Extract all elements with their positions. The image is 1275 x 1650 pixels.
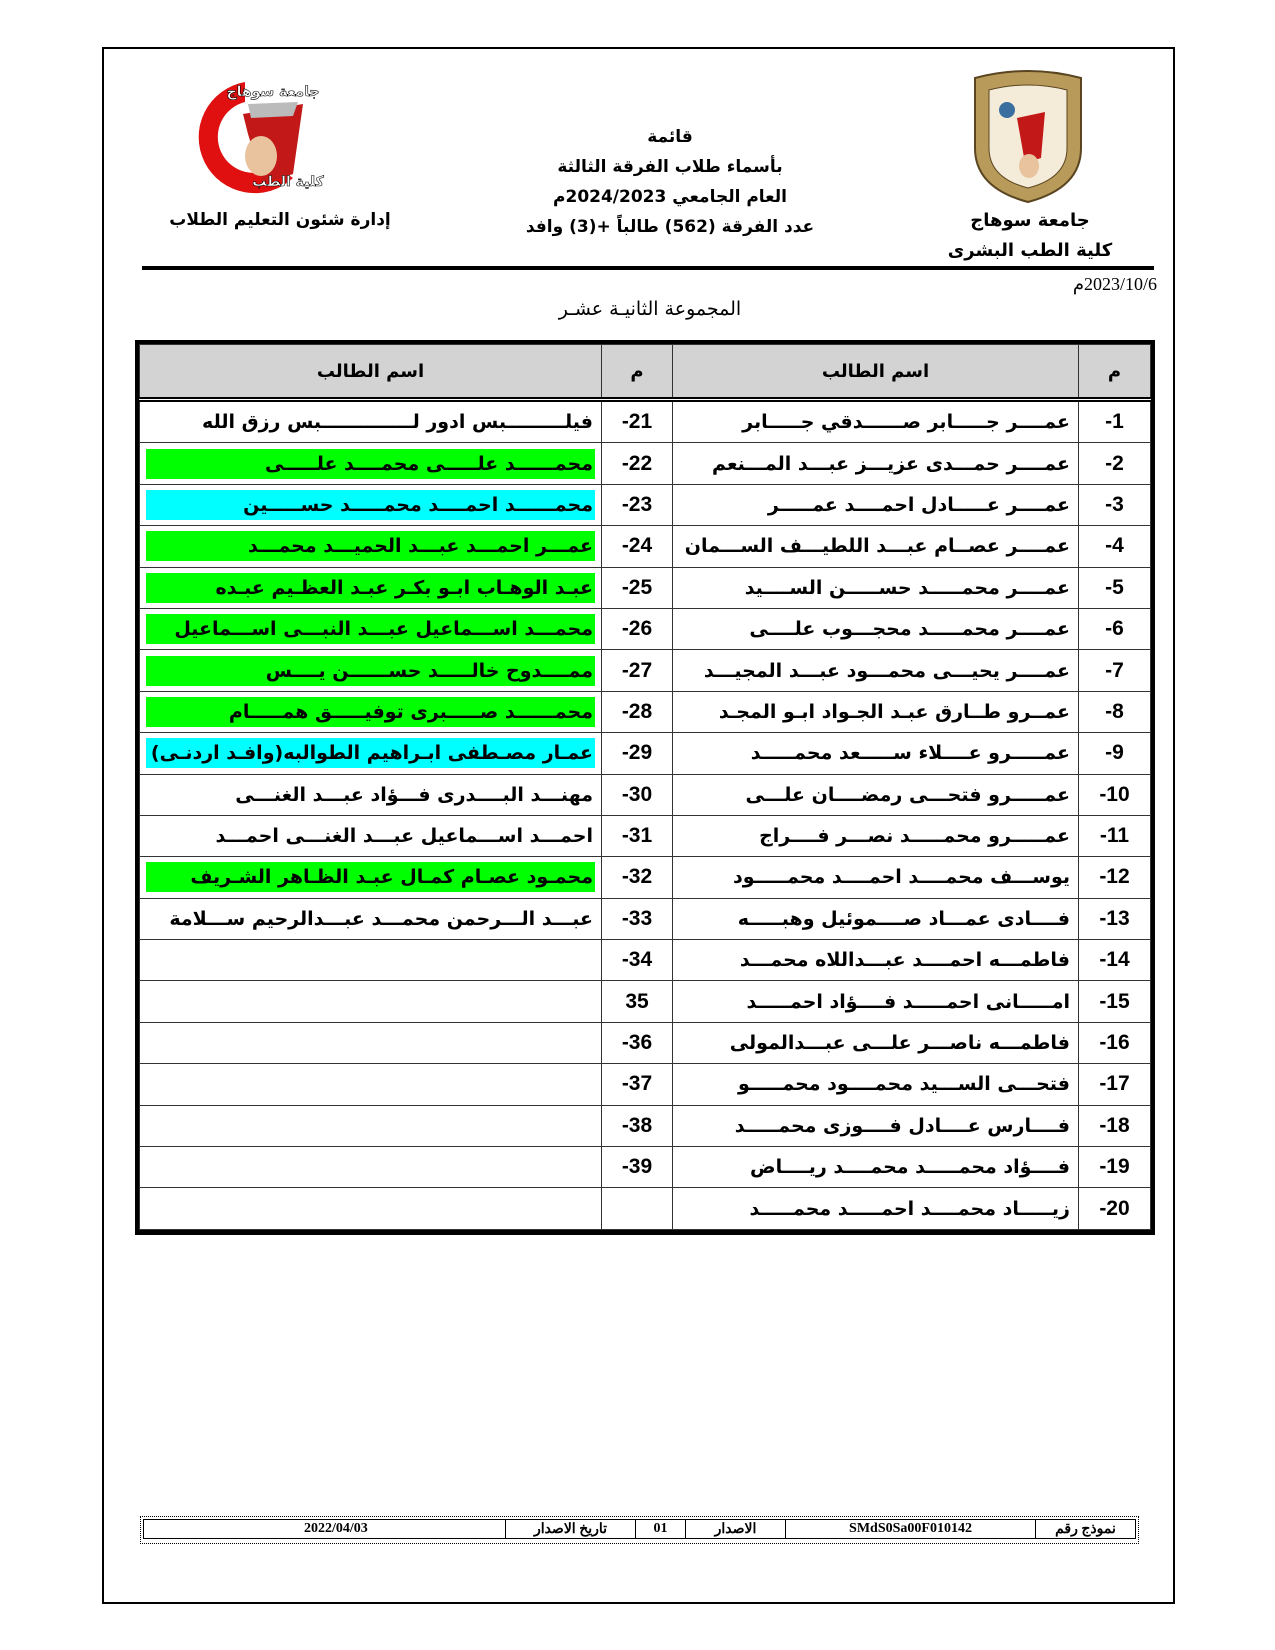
- row-number: -16: [1099, 1031, 1130, 1055]
- table-row: [140, 898, 1151, 939]
- row-number-cell: [1079, 733, 1151, 774]
- row-number-cell: [1079, 567, 1151, 608]
- student-name: عمــــر محمـــــد محجـــوب علــــى: [749, 618, 1070, 641]
- student-name: عمــــر جـــــابر صــــــدقي جـــــابر: [742, 411, 1070, 434]
- student-name: فاطمـــه ناصـــر علـــى عبـــدالمولى: [729, 1032, 1070, 1055]
- row-number: -32: [621, 865, 653, 889]
- table-row: [140, 733, 1151, 774]
- student-name-cell: [673, 567, 1079, 608]
- row-number-cell: [1079, 981, 1151, 1022]
- title-line: عدد الفرقة (562) طالباً +(3) وافد: [525, 217, 815, 237]
- row-number-cell: [602, 567, 673, 608]
- student-name-cell: [673, 940, 1079, 981]
- student-name-cell: [140, 981, 602, 1022]
- student-name-cell: [673, 650, 1079, 691]
- row-number: -25: [621, 575, 653, 599]
- student-name-cell: [140, 1188, 602, 1229]
- student-name-cell: [140, 940, 602, 981]
- student-name-cell: [140, 484, 602, 525]
- table-row: [140, 815, 1151, 856]
- student-name: عمــــر يحيـــى محمـــود عبـــد المجيـــد: [703, 659, 1070, 682]
- student-name: فاطمـــه احمــــد عبـــداللاه محمـــد: [739, 949, 1070, 972]
- faculty-name: كلية الطب البشرى: [947, 240, 1113, 261]
- student-name: عبـــد الـــرحمن محمـــد عبـــدالرحيم ســـلامة: [169, 907, 593, 930]
- row-number-cell: [602, 774, 673, 815]
- row-number: -29: [621, 741, 653, 765]
- table-row: [140, 691, 1151, 732]
- row-number: -31: [621, 824, 653, 848]
- row-number: -17: [1099, 1072, 1130, 1096]
- row-number-cell: [602, 650, 673, 691]
- student-name-cell: [673, 1022, 1079, 1063]
- student-name-cell: [673, 815, 1079, 856]
- student-name-cell: [140, 898, 602, 939]
- student-name: امـــــانى احمـــــد فــــؤاد احمـــــد: [746, 990, 1070, 1013]
- row-number-cell: [1079, 815, 1151, 856]
- row-number-cell: [1079, 400, 1151, 443]
- student-name-cell: [140, 443, 602, 484]
- student-name: مهنـــد البــــدرى فـــؤاد عبـــد الغنـــى: [235, 783, 593, 806]
- row-number: -4: [1105, 534, 1124, 558]
- row-number: -1: [1105, 410, 1124, 434]
- row-number: -28: [621, 699, 653, 723]
- row-number-cell: [602, 443, 673, 484]
- row-number: -30: [621, 782, 653, 806]
- student-name-cell: [673, 608, 1079, 649]
- student-name-cell: [140, 567, 602, 608]
- row-number: -26: [621, 617, 653, 641]
- table-row: [140, 443, 1151, 484]
- university-name: جامعة سوهاج: [970, 210, 1090, 231]
- student-name: فــــارس عــــادل فــــوزى محمـــــد: [734, 1114, 1070, 1137]
- row-number-cell: [602, 1147, 673, 1188]
- row-number-cell: [602, 1105, 673, 1146]
- student-name: عمـــــرو محمـــــد نصـــر فــــراج: [759, 825, 1070, 848]
- row-number-cell: [602, 1022, 673, 1063]
- student-name: عمـــر احمـــد عبـــد الحميـــد محمـــد: [146, 531, 595, 561]
- row-number-cell: [1079, 608, 1151, 649]
- col-header-number: م: [1079, 345, 1151, 400]
- table-row: [140, 608, 1151, 649]
- table-row: [140, 650, 1151, 691]
- row-number: -24: [621, 534, 653, 558]
- row-number-cell: [1079, 1105, 1151, 1146]
- student-name: عمــــر حمـــدى عزيـــز عبـــد المـــنعم: [712, 452, 1070, 475]
- form-footer: [140, 1516, 1139, 1544]
- student-name: يوســـف محمــــد احمــــد محمـــــود: [732, 866, 1070, 889]
- row-number: -19: [1099, 1155, 1130, 1179]
- row-number: -39: [621, 1155, 653, 1179]
- row-number: -10: [1099, 782, 1130, 806]
- student-name-cell: [673, 484, 1079, 525]
- row-number: -18: [1099, 1113, 1130, 1137]
- student-name-cell: [673, 733, 1079, 774]
- student-name-cell: [673, 1147, 1079, 1188]
- row-number-cell: [1079, 650, 1151, 691]
- student-name: عمـــــرو فتحـــى رمضــــان علـــى: [745, 783, 1070, 806]
- row-number-cell: [602, 400, 673, 443]
- title-line: قائمة: [647, 127, 693, 147]
- student-name: احمـــد اســـماعيل عبـــد الغنـــى احمـــد: [215, 825, 593, 848]
- col-header-number: م: [602, 345, 673, 400]
- row-number-cell: [602, 691, 673, 732]
- student-name-cell: [140, 691, 602, 732]
- row-number: -2: [1105, 451, 1124, 475]
- row-number-cell: [1079, 898, 1151, 939]
- table-row: [140, 1064, 1151, 1105]
- student-name-cell: [673, 857, 1079, 898]
- row-number: 35: [625, 989, 649, 1013]
- table-row: [140, 526, 1151, 567]
- row-number: -7: [1105, 658, 1124, 682]
- student-name-cell: [140, 608, 602, 649]
- student-name-cell: [673, 1105, 1079, 1146]
- col-header-name: اسم الطالب: [140, 345, 602, 400]
- student-name: زيـــــاد محمــــد احمـــــد محمـــــد: [749, 1197, 1070, 1220]
- row-number-cell: [1079, 1188, 1151, 1229]
- table-row: [140, 567, 1151, 608]
- row-number-cell: [1079, 774, 1151, 815]
- row-number-cell: [1079, 940, 1151, 981]
- issue-number: 01: [636, 1520, 686, 1539]
- student-name-cell: [140, 733, 602, 774]
- row-number-cell: [1079, 484, 1151, 525]
- row-number-cell: [602, 981, 673, 1022]
- student-name: عمـار مصـطفى ابـراهيم الطوالبه(وافـد اردنـى): [146, 738, 595, 768]
- row-number-cell: [602, 733, 673, 774]
- student-name: فــــؤاد محمـــــد محمــــد ريــــاض: [750, 1156, 1070, 1179]
- row-number-cell: [602, 484, 673, 525]
- student-name-cell: [673, 1064, 1079, 1105]
- student-name: محمــــــد علـــــى محمــــد علـــــى: [146, 449, 595, 479]
- row-number: -8: [1105, 699, 1124, 723]
- student-name-cell: [140, 526, 602, 567]
- row-number: -3: [1105, 492, 1124, 516]
- issue-label: الاصدار: [686, 1520, 786, 1539]
- students-table: [135, 340, 1155, 1235]
- student-name: محمـود عصـام كمـال عبـد الظـاهر الشـريف: [146, 862, 595, 892]
- document-date: 2023/10/6م: [1072, 274, 1157, 294]
- student-name-cell: [140, 857, 602, 898]
- student-name-cell: [673, 691, 1079, 732]
- col-header-name: اسم الطالب: [673, 345, 1079, 400]
- table-row: [140, 400, 1151, 443]
- row-number-cell: [602, 815, 673, 856]
- row-number: -21: [621, 410, 653, 434]
- student-name: فتحـــى الســـيد محمــــود محمـــــو: [737, 1073, 1070, 1096]
- row-number: -11: [1099, 824, 1130, 848]
- table-row: [140, 1022, 1151, 1063]
- row-number: -34: [621, 948, 653, 972]
- student-name: ممــــدوح خالـــــد حســــــن يــــس: [146, 656, 595, 686]
- header-divider: [142, 266, 1154, 270]
- row-number: -27: [621, 658, 653, 682]
- student-name-cell: [673, 898, 1079, 939]
- student-name: عمــرو طــارق عبـد الجـواد ابـو المجـد: [718, 700, 1070, 723]
- row-number: -22: [621, 451, 653, 475]
- student-name-cell: [673, 774, 1079, 815]
- student-name-cell: [140, 774, 602, 815]
- student-name-cell: [673, 526, 1079, 567]
- row-number: -38: [621, 1113, 653, 1137]
- student-name: فيلـــــــــبس ادور لــــــــــــــبس رزق الله: [202, 411, 593, 434]
- row-number-cell: [1079, 857, 1151, 898]
- student-name: فــــادى عمـــاد صــــموئيل وهبـــــه: [737, 907, 1070, 930]
- student-name: عمـــــرو عــــلاء ســـــعد محمـــــد: [750, 742, 1070, 765]
- student-name-cell: [140, 400, 602, 443]
- student-name: محمـــد اســـماعيل عبـــد النبـــى اســـماعيل: [146, 614, 595, 644]
- row-number: -12: [1099, 865, 1130, 889]
- form-number: SMdS0Sa00F010142: [786, 1520, 1036, 1539]
- svg-text:جامعة سوهاج: جامعة سوهاج: [226, 84, 320, 100]
- row-number: -6: [1105, 617, 1124, 641]
- faculty-logo: [153, 74, 338, 196]
- row-number: -36: [621, 1031, 653, 1055]
- group-title: المجموعة الثانيـة عشـر: [558, 298, 742, 320]
- document-title: [440, 122, 900, 242]
- row-number: -5: [1105, 575, 1124, 599]
- table-row: [140, 940, 1151, 981]
- table-row: [140, 484, 1151, 525]
- student-name: عمــــر محمـــــد حســـــن الســــيد: [744, 576, 1070, 599]
- row-number: -9: [1105, 741, 1124, 765]
- student-name-cell: [673, 400, 1079, 443]
- row-number-cell: [602, 940, 673, 981]
- row-number-cell: [1079, 1064, 1151, 1105]
- row-number: -14: [1099, 948, 1130, 972]
- student-name: عبـد الوهـاب ابـو بكـر عبـد العظـيم عبـده: [146, 573, 595, 603]
- row-number-cell: [1079, 1022, 1151, 1063]
- student-name: محمــــــد صـــــبرى توفيـــــق همـــــام: [146, 697, 595, 727]
- university-seal: [967, 68, 1089, 206]
- row-number-cell: [1079, 443, 1151, 484]
- table-row: [140, 1105, 1151, 1146]
- row-number: -33: [621, 906, 653, 930]
- row-number-cell: [1079, 691, 1151, 732]
- row-number: -20: [1099, 1196, 1130, 1220]
- table-row: [140, 774, 1151, 815]
- row-number: -15: [1099, 989, 1130, 1013]
- row-number-cell: [602, 608, 673, 649]
- form-number-label: نموذج رقم: [1036, 1520, 1136, 1539]
- student-name-cell: [673, 1188, 1079, 1229]
- table-row: [140, 981, 1151, 1022]
- table-header: [140, 345, 1151, 400]
- title-line: بأسماء طلاب الفرقة الثالثة: [557, 157, 783, 177]
- issue-date: 2022/04/03: [144, 1520, 506, 1539]
- row-number-cell: [602, 1064, 673, 1105]
- student-name: عمــــر عصــام عبـــد اللطيـــف الســـمان: [684, 535, 1070, 558]
- row-number-cell: [602, 526, 673, 567]
- row-number: -23: [621, 492, 653, 516]
- student-name-cell: [140, 650, 602, 691]
- student-name-cell: [140, 1105, 602, 1146]
- student-name-cell: [673, 443, 1079, 484]
- student-name-cell: [140, 815, 602, 856]
- issue-date-label: تاريخ الاصدار: [506, 1520, 636, 1539]
- row-number-cell: [602, 857, 673, 898]
- student-name: محمــــــد احمــــد محمـــــد حســـــين: [146, 490, 595, 520]
- row-number-cell: [1079, 526, 1151, 567]
- title-line: العام الجامعي 2024/2023م: [553, 187, 787, 207]
- student-name-cell: [140, 1022, 602, 1063]
- svg-text:كلية الطب: كلية الطب: [252, 174, 324, 190]
- table-row: [140, 1188, 1151, 1229]
- institution-name: [930, 206, 1130, 266]
- student-name-cell: [140, 1064, 602, 1105]
- student-name-cell: [140, 1147, 602, 1188]
- row-number: -13: [1099, 906, 1130, 930]
- table-row: [140, 1147, 1151, 1188]
- student-name: عمــــر عـــــادل احمــــد عمـــــر: [767, 493, 1070, 516]
- row-number-cell: [602, 1188, 673, 1229]
- row-number: -37: [621, 1072, 653, 1096]
- row-number-cell: [602, 898, 673, 939]
- student-name-cell: [673, 981, 1079, 1022]
- table-row: [140, 857, 1151, 898]
- row-number-cell: [1079, 1147, 1151, 1188]
- department-name: إدارة شئون التعليم الطلاب: [169, 210, 391, 230]
